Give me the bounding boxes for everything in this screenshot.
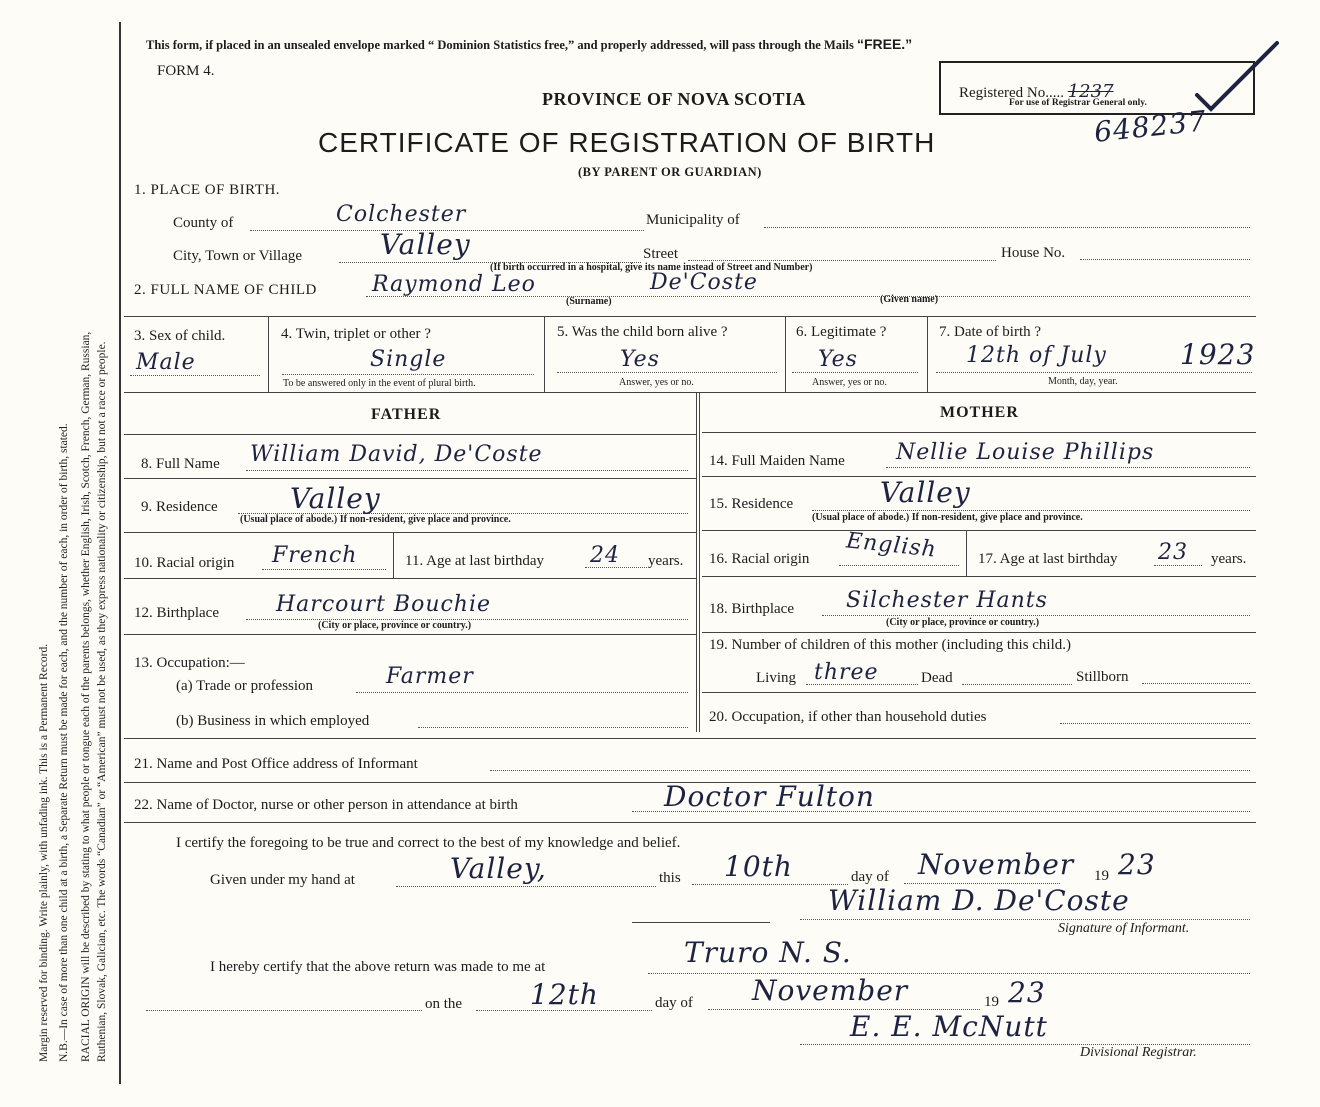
sex-field — [130, 375, 260, 376]
registrar-place-field — [648, 973, 1250, 974]
registered-label-text: Registered No. — [959, 85, 1049, 101]
certificate-subtitle: (BY PARENT OR GUARDIAN) — [578, 165, 762, 179]
municipality-field — [764, 227, 1250, 228]
street-label: Street — [643, 246, 678, 262]
registered-struck-number: 1237 — [1067, 81, 1114, 102]
dead-label: Dead — [921, 670, 953, 686]
twin-field — [282, 374, 534, 375]
living-label: Living — [756, 670, 796, 686]
province-heading: PROVINCE OF NOVA SCOTIA — [542, 89, 807, 109]
row15-line — [702, 530, 1256, 531]
father-age-label: 11. Age at last birthday — [405, 553, 544, 569]
mother-residence-field — [812, 510, 1250, 511]
given-name-caption: (Given name) — [880, 294, 939, 305]
mother-age-label: 17. Age at last birthday — [978, 551, 1118, 567]
living-value: three — [814, 660, 879, 685]
stillborn-label: Stillborn — [1076, 669, 1129, 685]
mother-age-value: 23 — [1158, 540, 1188, 565]
mother-birthplace-note: (City or place, province or country.) — [886, 617, 1040, 628]
mother-name-field — [886, 467, 1250, 468]
informant-year-prefix: 19 — [1094, 868, 1109, 884]
registrar-day-of-label: day of — [655, 995, 693, 1011]
father-birthplace-label: 12. Birthplace — [134, 605, 219, 621]
registrar-day-value: 12th — [530, 978, 599, 1011]
registrar-certify-text: I hereby certify that the above return was made to me at — [210, 959, 546, 975]
born-alive-field — [557, 372, 777, 373]
informant-address-field — [490, 770, 1250, 771]
legitimate-note: Answer, yes or no. — [812, 377, 887, 388]
informant-year-value: 23 — [1118, 848, 1156, 881]
given-place-value: Valley, — [450, 852, 547, 885]
row3-divider-4 — [927, 316, 928, 392]
surname-caption: (Surname) — [566, 296, 612, 307]
children-label: 19. Number of children of this mother (including this child.) — [709, 637, 1072, 653]
date-of-birth-note: Month, day, year. — [1048, 376, 1118, 387]
mother-heading: MOTHER — [940, 404, 1019, 421]
born-alive-label: 5. Was the child born alive ? — [557, 324, 728, 340]
business-label: (b) Business in which employed — [176, 713, 370, 729]
parents-divider — [696, 392, 700, 732]
given-under-label: Given under my hand at — [210, 872, 355, 888]
mother-name-label: 14. Full Maiden Name — [709, 453, 845, 469]
city-value: Valley — [380, 228, 471, 261]
twin-value: Single — [370, 347, 447, 372]
place-of-birth-label: 1. PLACE OF BIRTH. — [134, 182, 281, 198]
mother-residence-value: Valley — [880, 476, 971, 509]
informant-address-label: 21. Name and Post Office address of Informant — [134, 756, 418, 772]
father-birthplace-value: Harcourt Bouchie — [276, 592, 492, 617]
registrar-on-the-label: on the — [425, 996, 463, 1012]
county-value: Colchester — [336, 202, 467, 227]
mother-age-unit: years. — [1211, 551, 1247, 567]
father-residence-note: (Usual place of abode.) If non-resident, give place and province. — [240, 514, 511, 525]
date-of-birth-year: 1923 — [1180, 338, 1256, 371]
row3-divider-3 — [785, 316, 786, 392]
mother-birthplace-label: 18. Birthplace — [709, 601, 794, 617]
mother-age-field — [1154, 565, 1202, 566]
informant-certify-text: I certify the foregoing to be true and correct to the best of my knowledge and belief. — [176, 835, 681, 851]
row10-divider — [393, 532, 394, 578]
registrar-use-note: For use of Registrar General only. — [1009, 98, 1147, 108]
informant-day-of-label: day of — [851, 869, 889, 885]
twin-note: To be answered only in the event of plural birth. — [283, 378, 476, 389]
sex-label: 3. Sex of child. — [134, 328, 226, 344]
mother-racial-value: English — [844, 528, 938, 563]
row22-line — [124, 822, 1256, 823]
trade-value: Farmer — [386, 664, 474, 689]
margin-line — [119, 22, 121, 1084]
registrar-year-prefix: 19 — [984, 994, 999, 1010]
father-racial-field — [262, 569, 386, 570]
mother-heading-line — [702, 432, 1256, 433]
row10-line — [124, 578, 696, 579]
row9-line — [124, 532, 696, 533]
certify-separator — [632, 922, 770, 923]
date-of-birth-label: 7. Date of birth ? — [939, 324, 1042, 340]
born-alive-note: Answer, yes or no. — [619, 377, 694, 388]
mail-free: “FREE.” — [856, 36, 913, 52]
legitimate-field — [792, 372, 918, 373]
mother-residence-label: 15. Residence — [709, 496, 794, 512]
informant-month-value: November — [918, 848, 1075, 881]
informant-day-field — [692, 884, 848, 885]
margin-note-binding: Margin reserved for binding. Write plainly, with unfading ink. This is a Permanent Record. — [38, 643, 50, 1062]
date-of-birth-value: 12th of July — [966, 343, 1107, 368]
informant-day-value: 10th — [724, 850, 793, 883]
margin-note-racial-2: Ruthenian, Slovak, Galician, etc. The words “Canadian” or “American” must not be used, as they express nationality or citizenship, but not a race or people. — [96, 341, 108, 1062]
father-racial-value: French — [272, 543, 358, 568]
row8-line — [124, 478, 696, 479]
row19-line — [702, 692, 1256, 693]
mother-birthplace-value: Silchester Hants — [846, 588, 1048, 613]
registered-box — [939, 61, 1255, 115]
given-place-field — [396, 886, 656, 887]
father-name-label: 8. Full Name — [141, 456, 220, 472]
mother-racial-field — [839, 565, 959, 566]
parents-bottom-line — [124, 738, 1256, 739]
father-heading: FATHER — [371, 406, 442, 423]
handwritten-registration-number: 648237 — [1092, 104, 1209, 149]
registrar-leading-field — [146, 1010, 422, 1011]
dead-field — [962, 684, 1072, 685]
registrar-signature-label: Divisional Registrar. — [1080, 1045, 1197, 1060]
child-surname-value: Raymond Leo — [372, 272, 536, 297]
father-age-value: 24 — [590, 543, 620, 568]
registrar-place-value: Truro N. S. — [684, 936, 852, 969]
registrar-signature: E. E. McNutt — [850, 1010, 1048, 1043]
street-field — [688, 260, 996, 261]
registrar-month-value: November — [752, 974, 909, 1007]
father-heading-line — [124, 434, 696, 435]
row3-top-line — [124, 316, 1256, 317]
municipality-label: Municipality of — [646, 212, 740, 228]
trade-field — [356, 692, 688, 693]
legitimate-value: Yes — [818, 347, 858, 372]
sex-value: Male — [136, 350, 196, 375]
margin-note-nb: N.B.—In case of more than one child at a birth, a Separate Return must be made for each, and the number of each, in order of birth, stated. — [58, 423, 70, 1062]
city-label: City, Town or Village — [173, 248, 303, 264]
parents-top-line — [124, 392, 1256, 393]
doctor-value: Doctor Fulton — [664, 780, 875, 813]
row18-line — [702, 632, 1256, 633]
row16-line — [702, 576, 1256, 577]
doctor-label: 22. Name of Doctor, nurse or other person in attendance at birth — [134, 797, 518, 813]
father-residence-value: Valley — [290, 482, 381, 515]
row3-divider-2 — [544, 316, 545, 392]
child-given-value: De'Coste — [650, 270, 758, 295]
mail-note — [146, 36, 912, 53]
father-age-unit: years. — [648, 553, 684, 569]
informant-signature-field — [800, 919, 1250, 920]
hospital-note: (If birth occurred in a hospital, give its name instead of Street and Number) — [490, 262, 813, 273]
father-birthplace-note: (City or place, province or country.) — [318, 620, 472, 631]
mother-residence-note: (Usual place of abode.) If non-resident, give place and province. — [812, 512, 1083, 523]
legitimate-label: 6. Legitimate ? — [796, 324, 887, 340]
county-label: County of — [173, 215, 234, 231]
father-name-field — [246, 470, 688, 471]
father-occupation-label: 13. Occupation:— — [134, 655, 245, 671]
mother-racial-label: 16. Racial origin — [709, 551, 810, 567]
informant-signature-label: Signature of Informant. — [1058, 921, 1190, 936]
business-field — [418, 727, 688, 728]
mother-occupation-field — [1060, 723, 1250, 724]
house-label: House No. — [1001, 245, 1066, 261]
father-residence-label: 9. Residence — [141, 499, 218, 515]
informant-signature: William D. De'Coste — [828, 884, 1130, 917]
born-alive-value: Yes — [620, 347, 660, 372]
row3-divider-1 — [268, 316, 269, 392]
child-name-label: 2. FULL NAME OF CHILD — [134, 282, 317, 298]
margin-note-racial-1: RACIAL ORIGIN will be described by stating to what people or tongue each of the parents belongs, whether English, Irish, Scotch, French, German, Russian, — [80, 331, 92, 1062]
mother-occupation-label: 20. Occupation, if other than household duties — [709, 709, 987, 725]
house-field — [1080, 259, 1250, 260]
twin-label: 4. Twin, triplet or other ? — [281, 326, 431, 342]
mail-note-text: This form, if placed in an unsealed envelope marked “ Dominion Statistics free,” and properly addressed, will pass through the Mails — [146, 38, 854, 52]
mother-birthplace-field — [822, 615, 1250, 616]
father-racial-label: 10. Racial origin — [134, 555, 235, 571]
stillborn-field — [1142, 683, 1250, 684]
this-label: this — [659, 870, 681, 886]
father-name-value: William David, De'Coste — [250, 442, 543, 467]
row12-line — [124, 634, 696, 635]
form-number: FORM 4. — [157, 63, 215, 79]
certificate-title: CERTIFICATE OF REGISTRATION OF BIRTH — [318, 127, 936, 158]
registrar-year-value: 23 — [1008, 976, 1046, 1009]
trade-label: (a) Trade or profession — [176, 678, 314, 694]
registered-dots: .... — [1048, 85, 1064, 101]
mother-name-value: Nellie Louise Phillips — [896, 440, 1155, 465]
check-mark-icon — [1193, 37, 1283, 117]
row14-line — [702, 476, 1256, 477]
row16-divider — [966, 530, 967, 576]
date-of-birth-field — [936, 372, 1252, 373]
